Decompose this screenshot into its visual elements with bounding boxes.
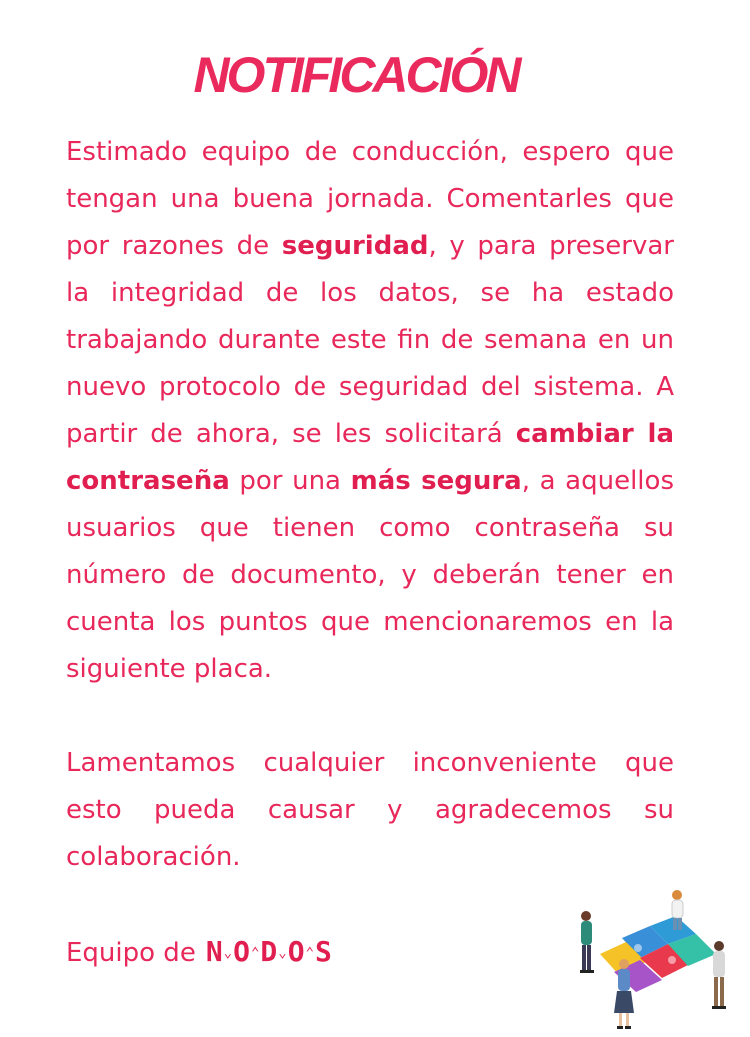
page-title: NOTIFICACIÓN <box>193 47 519 103</box>
bold-seguridad: seguridad <box>281 231 429 261</box>
paragraph-text: , a aquellos usuarios que tienen como contraseña su número de documento, y deberán tener en cuenta los puntos que mencionaremos en la siguiente placa. <box>66 466 674 684</box>
signature-prefix: Equipo de <box>66 938 196 968</box>
person-left <box>580 911 594 973</box>
person-right <box>712 941 726 1009</box>
paragraph-text: , y para preservar la integridad de los datos, se ha estado trabajando durante este fin de semana en un nuevo protocolo de seguridad del sistema. A partir de ahora, se les solicitará <box>66 231 674 449</box>
team-puzzle-illustration-icon <box>574 888 734 1033</box>
puzzle-pieces <box>600 916 716 992</box>
logo-letter: S <box>315 935 332 968</box>
paragraph-text: Estimado equipo de conducción, espero que tengan una buena jornada. Comentarles que por razones de <box>66 137 674 261</box>
paragraph-apology: Lamentamos cualquier inconveniente que esto pueda causar y agradecemos su colaboración. <box>66 748 674 872</box>
logo-letter: O <box>287 935 305 968</box>
paragraph-spacer <box>66 693 674 740</box>
nodos-logo: N⌄O⌃D⌄O⌃S <box>205 935 332 968</box>
bold-mas-segura: más segura <box>350 466 522 496</box>
paragraph-security <box>66 129 674 693</box>
notification-body <box>66 129 674 977</box>
logo-letter: D <box>260 935 278 968</box>
logo-letter: O <box>233 935 250 968</box>
logo-letter: N <box>205 935 223 968</box>
bold-cambiar-contrasena: cambiar la contraseña <box>66 419 674 496</box>
paragraph-text: por una <box>229 466 351 496</box>
